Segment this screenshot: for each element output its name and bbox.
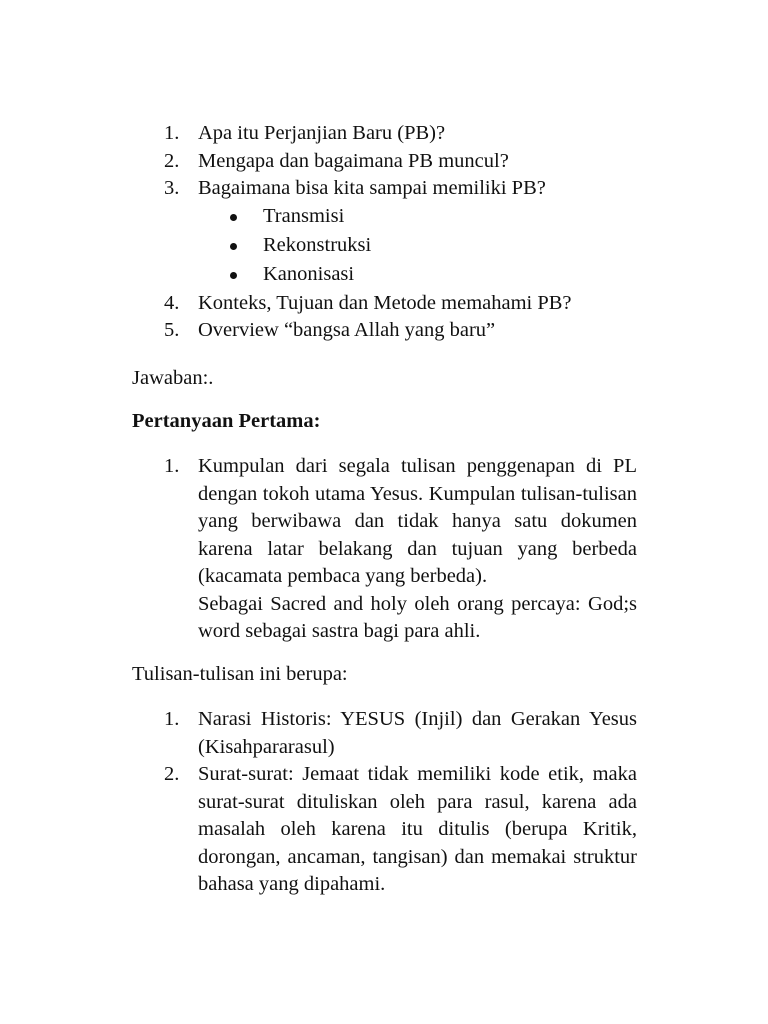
outline-item-text: Konteks, Tujuan dan Metode memahami PB?	[198, 291, 572, 314]
writings-intro: Tulisan-tulisan ini berupa:	[132, 663, 348, 685]
outline-subitem-text: Kanonisasi	[263, 262, 355, 285]
first-answer-item	[132, 453, 637, 646]
first-answer-number: 1.	[164, 455, 180, 477]
outline-subitem-text: Transmisi	[263, 204, 345, 227]
outline-list	[132, 120, 637, 345]
writings-item-text: Surat-surat: Jemaat tidak memiliki kode etik, maka surat-surat dituliskan oleh para rasul, karena ada masalah oleh karena itu ditulis (berupa Kritik, dorongan, ancaman, tangisan) dan memakai struktur bahasa yang dipahami.	[198, 763, 637, 895]
outline-item-text: Bagaimana bisa kita sampai memiliki PB?	[198, 177, 546, 199]
outline-item-3	[132, 175, 637, 203]
outline-item-4	[132, 290, 637, 318]
outline-subitem	[132, 232, 637, 261]
outline-item-1	[132, 120, 637, 148]
writings-item-text: Narasi Historis: YESUS (Injil) dan Gerakan Yesus (Kisahpararasul)	[198, 708, 637, 758]
outline-item-number: 4.	[164, 291, 180, 314]
first-answer-paragraph-2: Sebagai Sacred and holy oleh orang percaya: God;s word sebagai sastra bagi para ahli.	[198, 592, 637, 642]
outline-subitem	[132, 203, 637, 232]
section-heading: Pertanyaan Pertama:	[132, 410, 321, 432]
outline-item-2	[132, 148, 637, 176]
writings-item-2	[132, 761, 637, 899]
outline-item-text: Apa itu Perjanjian Baru (PB)?	[198, 122, 446, 144]
writings-item-1	[132, 706, 637, 761]
outline-sublist	[132, 203, 637, 290]
first-answer-paragraph: Kumpulan dari segala tulisan penggenapan di PL dengan tokoh utama Yesus. Kumpulan tulisan-tulisan yang berwibawa dan tidak hanya satu dokumen karena latar belakang dan tujuan yang berbeda (kacamata pembaca yang berbeda).	[198, 455, 637, 587]
outline-item-number: 3.	[164, 177, 180, 199]
outline-item-text: Mengapa dan bagaimana PB muncul?	[198, 149, 509, 172]
outline-subitem-text: Rekonstruksi	[263, 233, 372, 256]
outline-subitem	[132, 261, 637, 290]
first-answer	[132, 453, 637, 646]
writings-item-number: 1.	[164, 708, 180, 730]
outline-item-text: Overview “bangsa Allah yang baru”	[198, 319, 496, 341]
writings-item-number: 2.	[164, 763, 180, 785]
outline-item-5	[132, 317, 637, 345]
bullet-icon	[230, 272, 237, 279]
bullet-icon	[230, 243, 237, 250]
bullet-icon	[230, 214, 237, 221]
outline-item-number: 2.	[164, 149, 180, 172]
writings-list	[132, 706, 637, 899]
outline-item-number: 1.	[164, 122, 180, 144]
outline-item-number: 5.	[164, 319, 180, 341]
answer-label: Jawaban:.	[132, 367, 214, 389]
